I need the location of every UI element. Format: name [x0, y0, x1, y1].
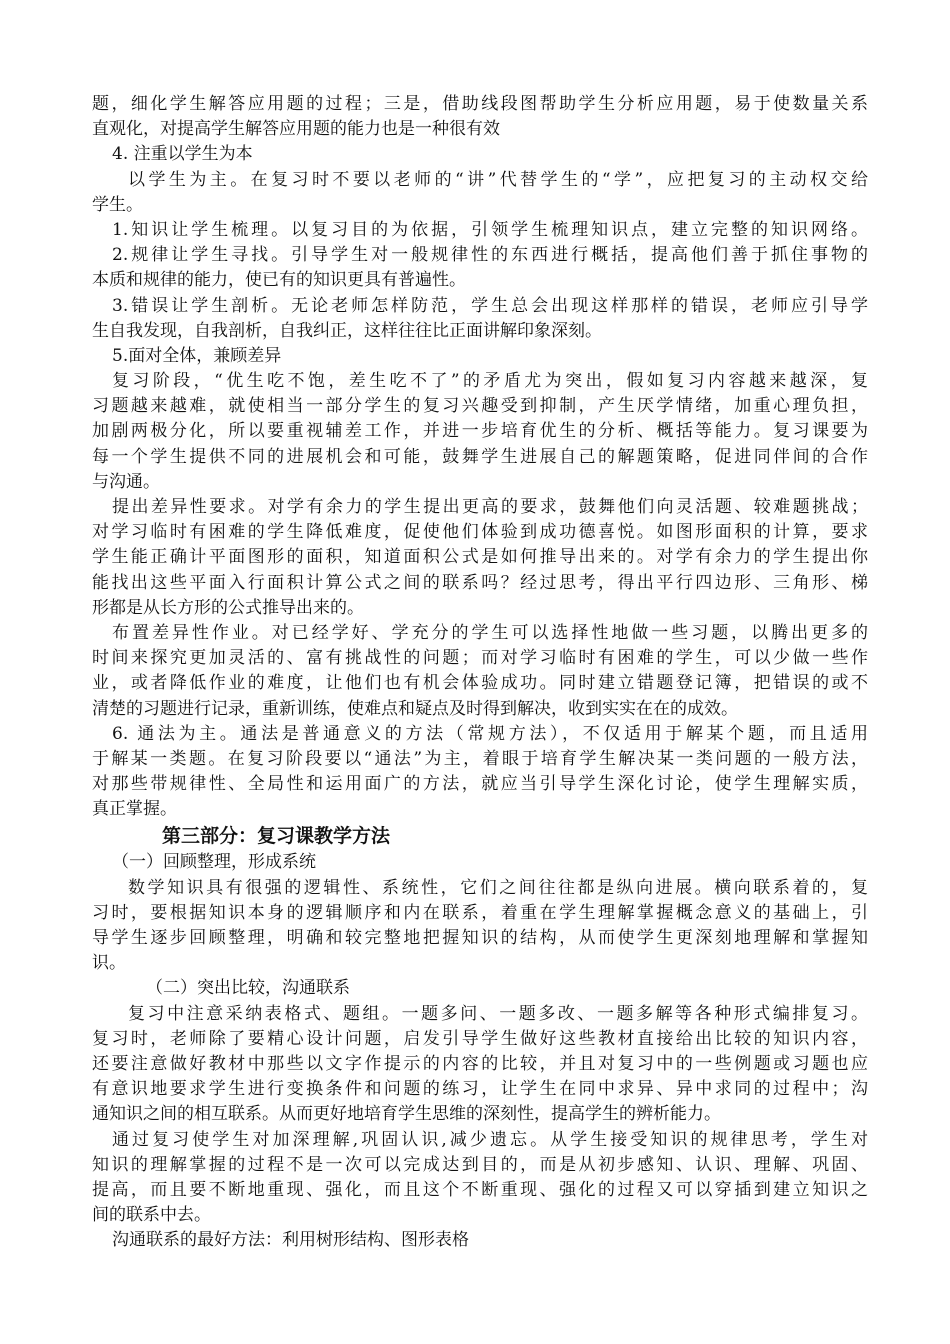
- text-line: 复习阶段，“优生吃不饱，差生吃不了”的矛盾尤为突出，假如复习内容越来越深，复: [112, 371, 868, 392]
- text-line: 有意识地要求学生进行变换条件和问题的练习，让学生在同中求异、异中求同的过程中；沟: [92, 1079, 868, 1100]
- text-line: 以学生为主。在复习时不要以老师的“讲”代替学生的“学”，应把复习的主动权交给: [128, 169, 868, 190]
- text-line: 提高，而且要不断地重现、强化，而且这个不断重现、强化的过程又可以穿插到建立知识之: [92, 1179, 868, 1200]
- text-line: 真正掌握。: [92, 799, 177, 820]
- text-line: 识。: [92, 953, 126, 974]
- text-line: 能找出这些平面入行面积计算公式之间的联系吗？经过思考，得出平行四边形、三角形、梯: [92, 572, 868, 593]
- text-line: 习时，要根据知识本身的逻辑顺序和内在联系，着重在学生理解掌握概念意义的基础上，引: [92, 902, 868, 923]
- text-line: 与沟通。: [92, 471, 160, 492]
- text-line: 生自我发现，自我剖析，自我纠正，这样往往比正面讲解印象深刻。: [92, 320, 602, 341]
- text-line: 加剧两极分化，所以要重视辅差工作，并进一步培育优生的分析、概括等能力。复习课要为: [92, 421, 868, 442]
- text-line: 间的联系中去。: [92, 1205, 211, 1226]
- text-line: 还要注意做好教材中那些以文字作提示的内容的比较，并且对复习中的一些例题或习题也应: [92, 1053, 868, 1074]
- text-line: 5.面对全体，兼顾差异: [112, 345, 282, 366]
- text-line: 4. 注重以学生为本: [112, 144, 253, 165]
- text-line: 形都是从长方形的公式推导出来的。: [92, 597, 364, 618]
- text-line: 每一个学生提供不同的进展机会和可能，鼓舞学生进展自己的解题策略，促进同伴间的合作: [92, 446, 868, 467]
- text-line: 复习中注意采纳表格式、题组。一题多问、一题多改、一题多解等各种形式编排复习。: [128, 1003, 868, 1024]
- text-line: 导学生逐步回顾整理，明确和较完整地把握知识的结构，从而使学生更深刻地理解和掌握知: [92, 928, 868, 948]
- text-line: 复习时，老师除了要精心设计问题，启发引导学生做好这些教材直接给出比较的知识内容，: [92, 1028, 868, 1049]
- text-line: 2.规律让学生寻找。引导学生对一般规律性的东西进行概括，提高他们善于抓住事物的: [112, 245, 868, 266]
- text-line: （一）回顾整理，形成系统: [112, 852, 316, 873]
- text-line: 数学知识具有很强的逻辑性、系统性，它们之间往往都是纵向进展。横向联系着的，复: [128, 877, 868, 898]
- text-line: 知识的理解掌握的过程不是一次可以完成达到目的，而是从初步感知、认识、理解、巩固、: [92, 1154, 868, 1175]
- text-line: 于解某一类题。在复习阶段要以“通法”为主，着眼于培育学生解决某一类问题的一般方法，: [92, 748, 868, 769]
- text-line: 6. 通法为主。通法是普通意义的方法（常规方法），不仅适用于解某个题，而且适用: [112, 723, 868, 744]
- text-line: （二）突出比较，沟通联系: [146, 978, 350, 999]
- text-line: 业，或者降低作业的难度，让他们也有机会体验成功。同时建立错题登记簿，把错误的或不: [92, 673, 868, 694]
- text-line: 题，细化学生解答应用题的过程；三是，借助线段图帮助学生分析应用题，易于使数量关系: [92, 94, 868, 114]
- text-line: 1.知识让学生梳理。以复习目的为依据，引领学生梳理知识点，建立完整的知识网络。: [112, 219, 868, 240]
- text-line: 对学习临时有困难的学生降低难度，促使他们体验到成功德喜悦。如图形面积的计算，要求: [92, 522, 868, 543]
- text-line: 通过复习使学生对加深理解,巩固认识,减少遗忘。从学生接受知识的规律思考，学生对: [112, 1129, 868, 1150]
- text-line: 学生能正确计平面图形的面积，知道面积公式是如何推导出来的。对学有余力的学生提出你: [92, 547, 868, 568]
- text-line: 清楚的习题进行记录，重新训练，使难点和疑点及时得到解决，收到实实在在的成效。: [92, 698, 738, 719]
- text-line: 时间来探究更加灵活的、富有挑战性的问题；而对学习临时有困难的学生，可以少做一些作: [92, 648, 868, 669]
- section-heading: 第三部分：复习课教学方法: [162, 825, 391, 848]
- text-line: 提出差异性要求。对学有余力的学生提出更高的要求，鼓舞他们向灵活题、较难题挑战；: [112, 497, 868, 517]
- text-line: 本质和规律的能力，使已有的知识更具有普遍性。: [92, 270, 466, 291]
- document-page: [92, 92, 868, 1253]
- text-line: 3.错误让学生剖析。无论老师怎样防范，学生总会出现这样那样的错误，老师应引导学: [112, 295, 868, 316]
- text-line: 学生。: [92, 194, 143, 215]
- text-line: 对那些带规律性、全局性和运用面广的方法，就应当引导学生深化讨论，使学生理解实质，: [92, 774, 868, 795]
- text-line: 直观化，对提高学生解答应用题的能力也是一种很有效: [92, 119, 500, 140]
- text-line: 沟通联系的最好方法：利用树形结构、图形表格: [112, 1230, 469, 1251]
- text-line: 布置差异性作业。对已经学好、学充分的学生可以选择性地做一些习题，以腾出更多的: [112, 622, 868, 643]
- text-line: 通知识之间的相互联系。从而更好地培育学生思维的深刻性，提高学生的辨析能力。: [92, 1104, 721, 1125]
- text-line: 习题越来越难，就使相当一部分学生的复习兴趣受到抑制，产生厌学情绪，加重心理负担，: [92, 396, 868, 417]
